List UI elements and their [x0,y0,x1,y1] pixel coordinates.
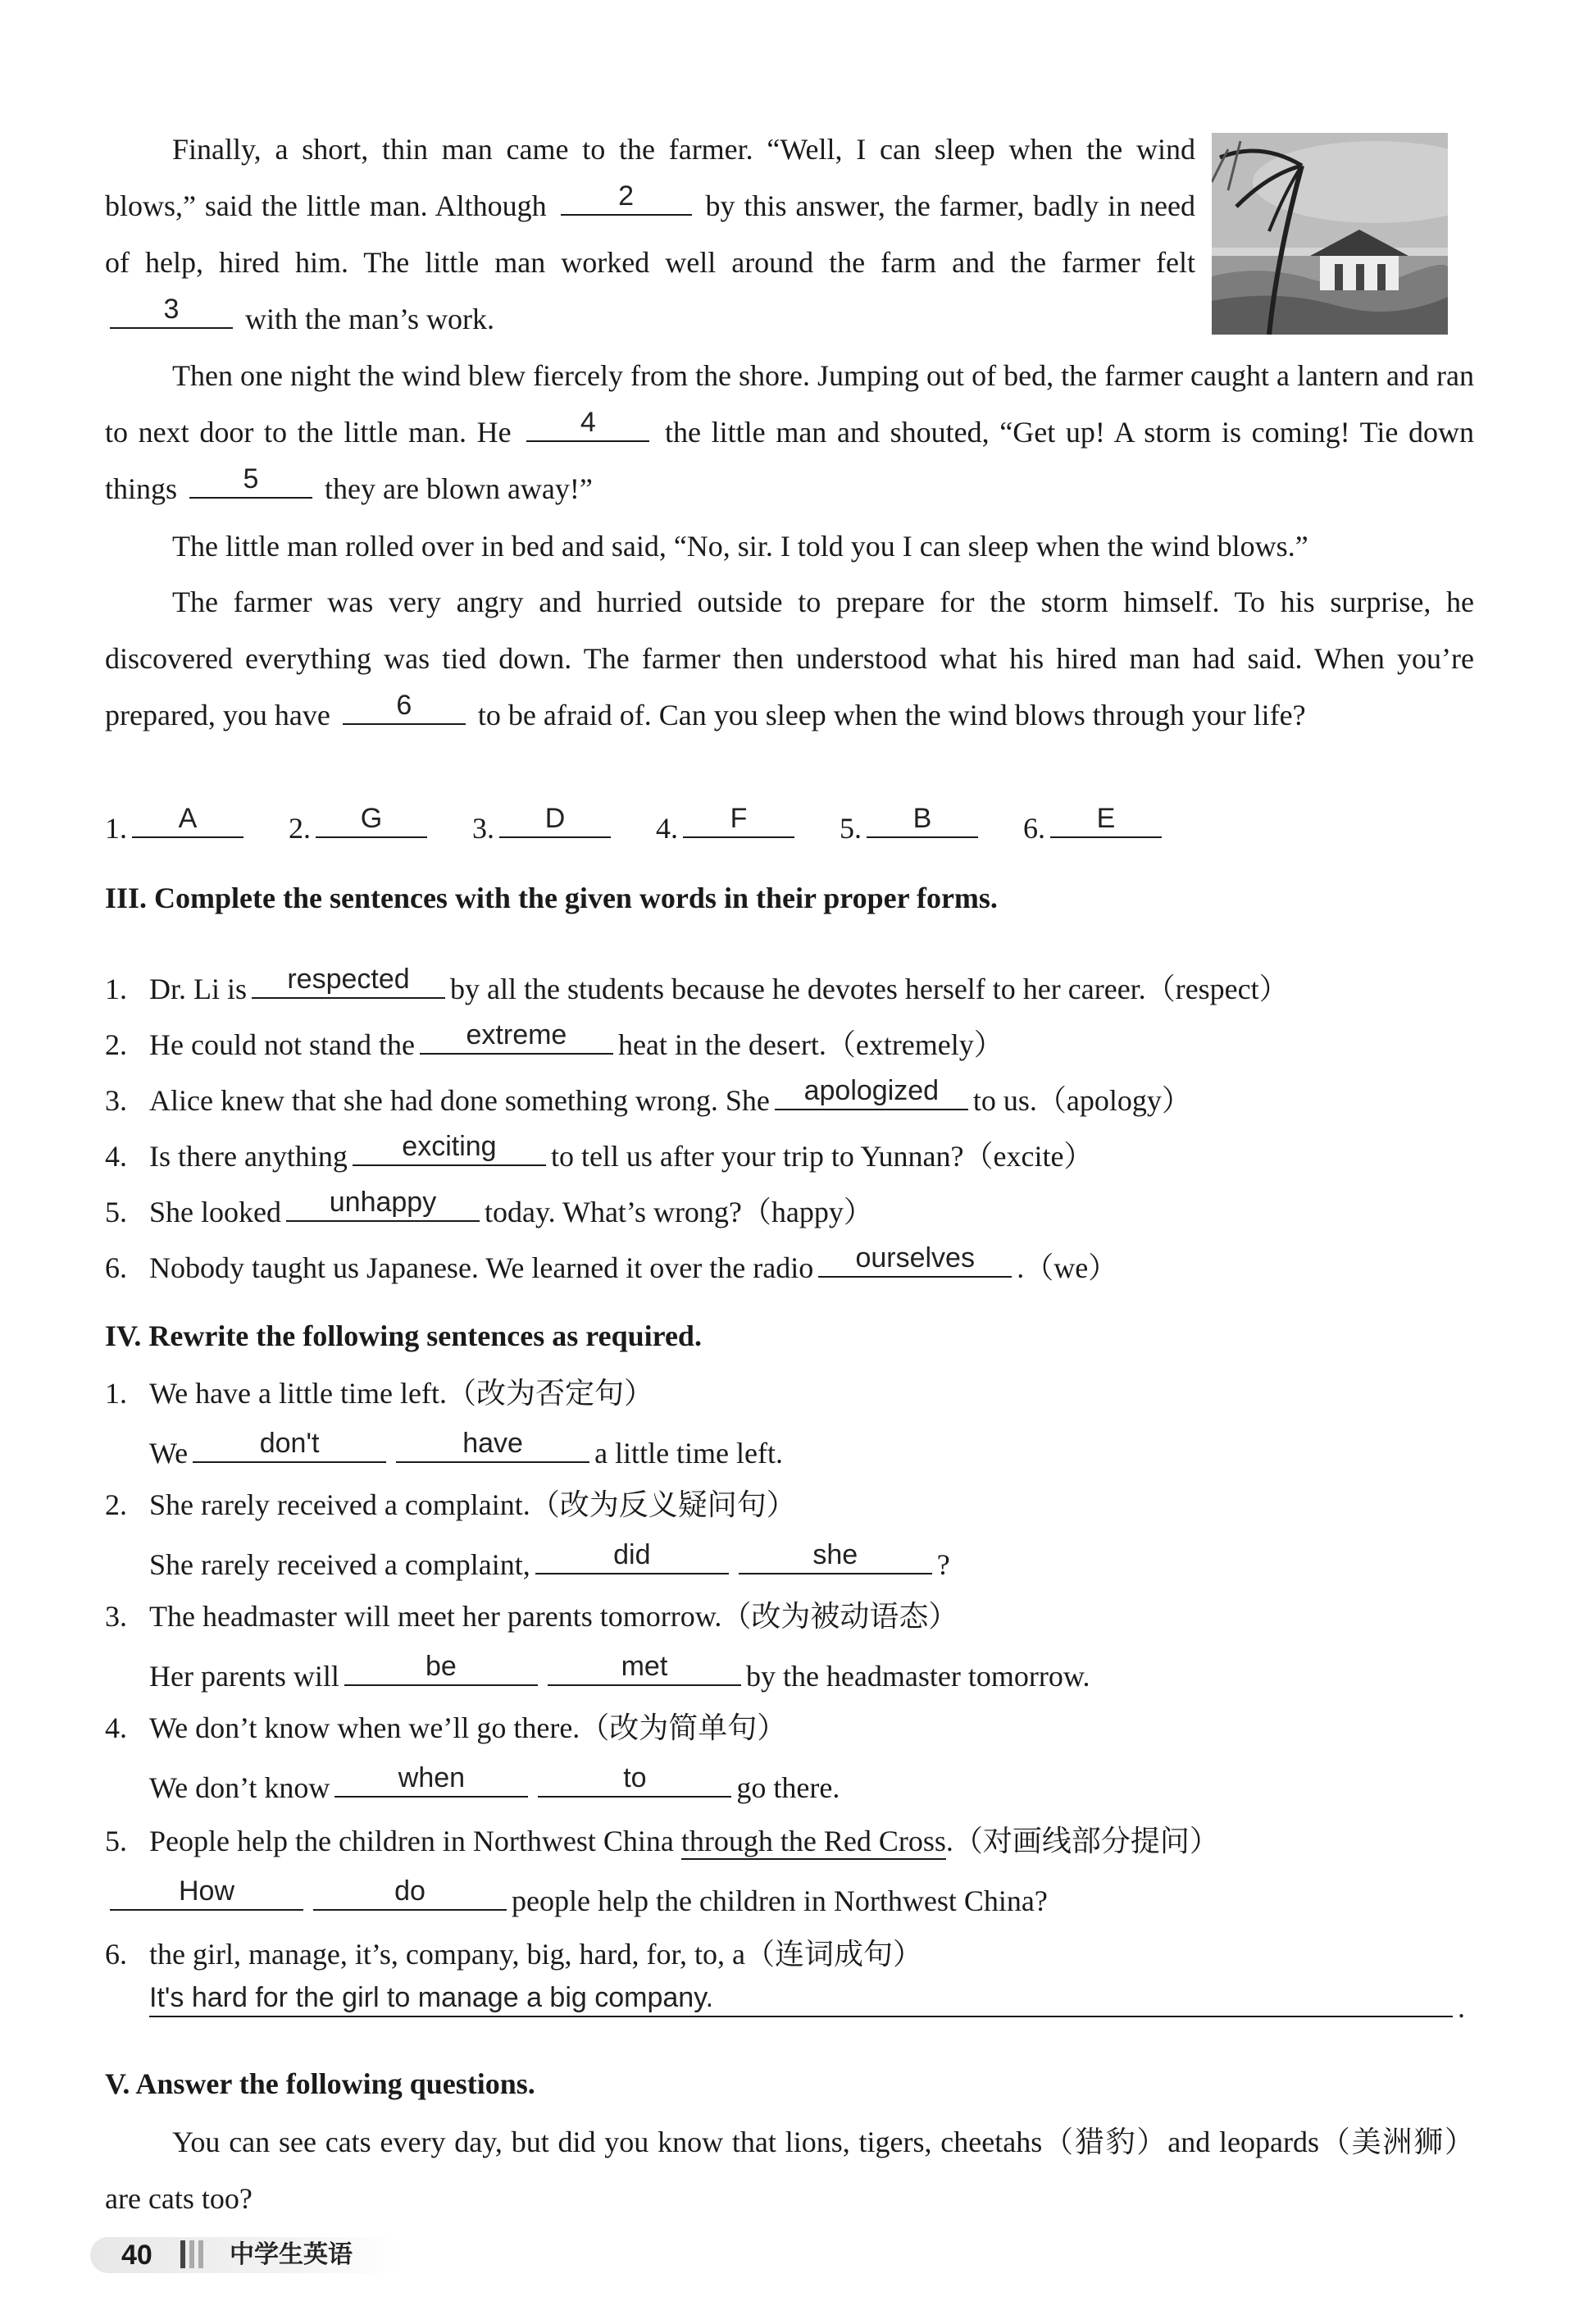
page-footer [90,2232,402,2278]
item-text-before: Dr. Li is [149,973,248,1005]
answer-prefix: She rarely received a complaint, [149,1548,530,1581]
p1-text-b: by this answer, the farmer, badly in need of help, hired him. The little man worked well around the farm and the farmer felt [105,189,1195,279]
answer-blank [683,804,794,838]
answer-word: extreme [466,1019,567,1050]
question-text: The headmaster will meet her parents tomorrow.（改为被动语态） [149,1600,958,1633]
item-number: 5. [105,1196,127,1228]
answer-letter: D [544,803,566,834]
answer-blank [775,1076,968,1110]
rewrite-answer-5 [105,1876,1048,1921]
answer-blank [535,1540,729,1574]
passage-blank-6 [343,690,466,725]
item-number: 6. [105,1251,127,1284]
page-number: 40 [121,2240,152,2271]
passage-paragraph-2 [105,348,1474,517]
answer-sentence: It's hard for the girl to manage a big company. [149,1982,714,2013]
question-number: 5. [105,1825,127,1857]
item-text-after: .（we） [1017,1251,1118,1284]
magazine-name: 中学生英语 [230,2240,353,2269]
question-number: 6. [105,1938,127,1971]
answer-blank [1050,804,1162,838]
answer-blank [420,1020,613,1055]
question-text: She rarely received a complaint.（改为反义疑问句） [149,1488,796,1521]
answer-number: 2. [289,812,311,845]
rewrite-answer-2 [149,1540,950,1585]
passage-answer-row [105,804,1199,853]
blank-6-number: 6 [396,690,412,721]
question-text: We don’t know when we’ll go there.（改为简单句） [149,1711,787,1744]
blank-3-number: 3 [163,294,180,325]
p4-text-b: to be afraid of. Can you sleep when the wind blows through your life? [477,699,1306,731]
item-text-after: to tell us after your trip to Yunnan?（excite） [550,1140,1094,1173]
answer-blank [538,1763,731,1798]
answer-suffix: go there. [736,1771,840,1804]
item-number: 1. [105,973,127,1005]
answer-word: be [425,1651,457,1682]
answer-blank [499,804,611,838]
answer-blank [313,1876,507,1911]
answer-item [105,804,248,853]
section-3-heading: III. Complete the sentences with the given words in their proper forms. [105,882,998,914]
answer-suffix: a little time left. [594,1437,783,1470]
footer-bars-icon [180,2240,207,2272]
passage-paragraph-4 [105,574,1474,744]
answer-number: 3. [472,812,494,845]
item-text-before: Is there anything [149,1140,348,1173]
section-3-item [105,1132,1093,1177]
answer-blank [739,1540,932,1574]
answer-word: have [462,1428,523,1459]
item-text-before: Alice knew that she had done something wrong. She [149,1084,770,1117]
question-number: 1. [105,1377,127,1410]
rewrite-question-1 [105,1373,653,1414]
answer-blank [867,804,978,838]
passage-blank-4 [526,408,649,442]
item-number: 3. [105,1084,127,1117]
section-3-item [105,1187,873,1233]
item-text-before: Nobody taught us Japanese. We learned it over the radio [149,1251,814,1284]
answer-word: met [621,1651,668,1682]
answer-blank [548,1652,741,1686]
section-3-item [105,1076,1191,1121]
section-5-paragraph [105,2114,1474,2227]
rewrite-answer-4 [149,1763,840,1808]
answer-prefix: We don’t know [149,1771,330,1804]
answer-word: don't [259,1428,320,1459]
answer-blank [316,804,427,838]
section-4-heading: IV. Rewrite the following sentences as required. [105,1319,702,1352]
answer-word: apologized [803,1075,940,1106]
item-text-after: heat in the desert.（extremely） [617,1028,1003,1061]
section-5-text: You can see cats every day, but did you know that lions, tigers, cheetahs（猎豹）and leopards（美洲狮）are cats too? [105,2126,1474,2215]
answer-word: do [394,1875,425,1907]
answer-word: respected [287,964,410,995]
question-text: We have a little time left.（改为否定句） [149,1377,653,1410]
answer-prefix: Her parents will [149,1660,339,1693]
item-text-after: today. What’s wrong?（happy） [484,1196,873,1228]
answer-blank [193,1429,386,1463]
rewrite-question-4 [105,1707,786,1748]
p3-text: The little man rolled over in bed and said, “No, sir. I told you I can sleep when the wind blows.” [172,530,1308,563]
answer-word: did [613,1539,651,1570]
rewrite-question-3 [105,1596,958,1637]
passage-blank-2 [561,181,692,216]
item-text-before: He could not stand the [149,1028,415,1061]
question-text: the girl, manage, it’s, company, big, hard, for, to, a（连词成句） [149,1938,923,1971]
passage-paragraph-1 [105,121,1195,348]
answer-blank [344,1652,538,1686]
section-3-item [105,964,1289,1009]
answer-word: when [398,1762,466,1793]
item-text-after: to us.（apology） [972,1084,1191,1117]
passage-blank-5 [189,464,312,499]
item-number: 4. [105,1140,127,1173]
answer-blank [132,804,243,838]
answer-letter: F [730,803,748,834]
passage-blank-3 [110,294,233,329]
answer-item [289,804,432,853]
answer-word: she [812,1539,858,1570]
rewrite-question-2 [105,1484,796,1525]
item-number: 2. [105,1028,127,1061]
answer-blank [396,1429,589,1463]
answer-item [840,804,983,853]
answer-suffix: people help the children in Northwest China? [512,1884,1048,1917]
answer-letter: A [178,803,198,834]
blank-5-number: 5 [243,463,259,494]
answer-letter: E [1096,803,1116,834]
blank-2-number: 2 [618,180,635,212]
answer-word: exciting [402,1131,497,1162]
answer-item [472,804,616,853]
question-text: People help the children in Northwest China [149,1825,674,1857]
underlined-phrase: through the Red Cross [681,1825,946,1860]
answer-word: unhappy [329,1187,437,1218]
rewrite-answer-6 [149,1983,1465,2028]
blank-4-number: 4 [580,407,596,438]
answer-number: 4. [656,812,678,845]
item-text-before: She looked [149,1196,281,1228]
answer-prefix: We [149,1437,189,1470]
answer-word: to [623,1762,647,1793]
answer-blank [334,1763,528,1798]
question-number: 3. [105,1600,127,1633]
p2-text-b: the little man and shouted, “Get up! A storm is coming! Tie down things [105,416,1475,505]
p1-text-c: with the man’s work. [245,303,494,335]
answer-suffix: ? [936,1548,950,1581]
rewrite-question-6 [105,1934,922,1975]
answer-blank [818,1243,1012,1278]
passage-paragraph-3 [105,518,1474,575]
question-instruction: .（对画线部分提问） [945,1825,1219,1857]
p1-text-a: Finally, a short, thin man came to the farmer. “Well, I can sleep when the wind blows,” said the little man. Although [105,133,1195,222]
storm-hut-illustration [1212,133,1448,335]
p4-text-a: The farmer was very angry and hurried outside to prepare for the storm himself. To his surprise, he discovered everything was tied down. The farmer then understood what his hired man had said. When you’re prepared, you have [105,586,1474,731]
answer-blank [149,1983,1453,2017]
p2-text-c: they are blown away!” [325,472,593,505]
question-number: 4. [105,1711,127,1744]
section-3-item [105,1020,1003,1065]
item-text-after: by all the students because he devotes herself to her career.（respect） [450,973,1289,1005]
answer-item [656,804,799,853]
section-3-item [105,1243,1117,1288]
p2-text-a: Then one night the wind blew fiercely from the shore. Jumping out of bed, the farmer caught a lantern and ran to next door to the little man. He [105,359,1474,449]
answer-word: How [178,1875,235,1907]
rewrite-question-5 [105,1820,1219,1861]
section-5-heading: V. Answer the following questions. [105,2067,535,2100]
answer-number: 1. [105,812,127,845]
answer-blank [252,964,445,999]
answer-suffix: by the headmaster tomorrow. [745,1660,1090,1693]
answer-item [1023,804,1167,853]
answer-blank [110,1876,303,1911]
answer-letter: G [360,803,383,834]
answer-word: ourselves [855,1242,975,1274]
answer-number: 6. [1023,812,1045,845]
answer-suffix: . [1458,1991,1465,2024]
answer-number: 5. [840,812,862,845]
question-number: 2. [105,1488,127,1521]
rewrite-answer-1 [149,1429,783,1474]
answer-letter: B [912,803,932,834]
answer-blank [286,1187,480,1222]
answer-blank [353,1132,546,1166]
rewrite-answer-3 [149,1652,1090,1697]
